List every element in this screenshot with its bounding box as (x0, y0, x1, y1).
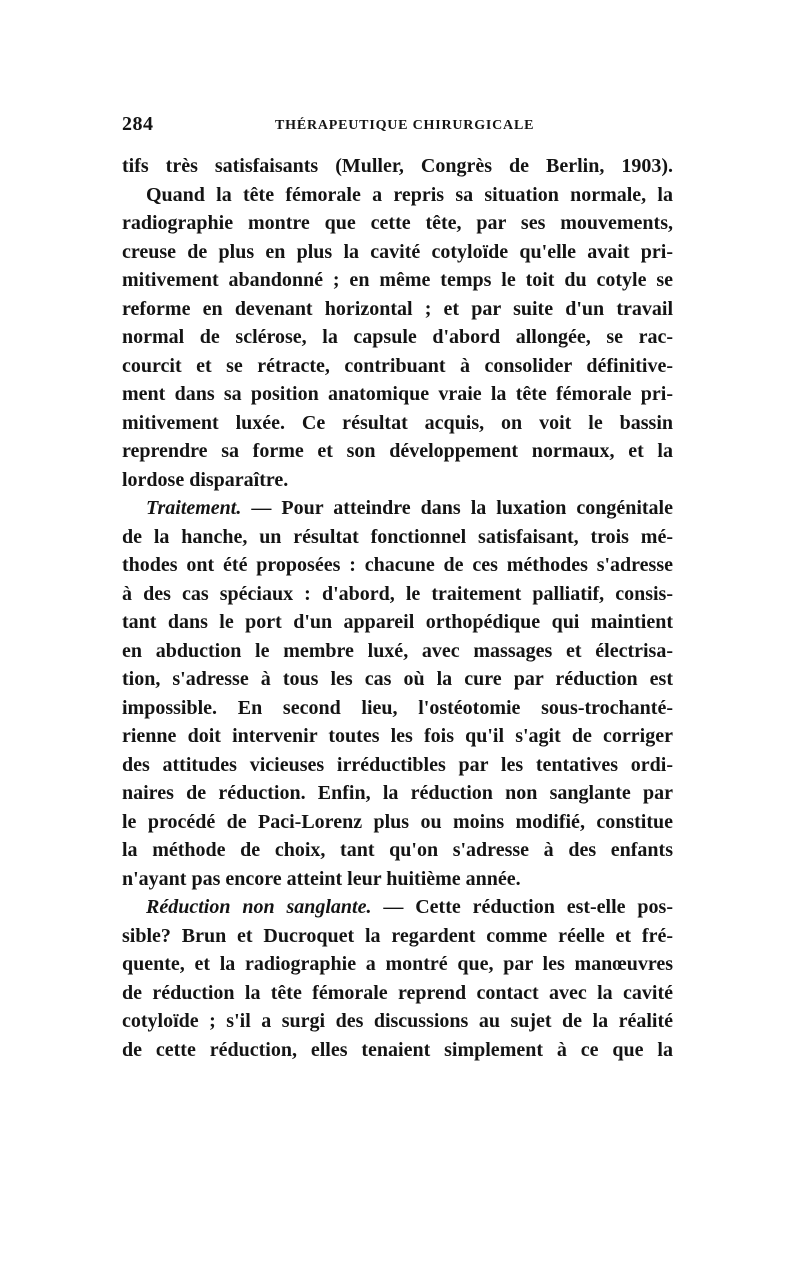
page-number: 284 (122, 113, 154, 135)
text-line: ment dans sa position anatomique vraie la tête fémorale pri- (122, 383, 673, 405)
text-line: quente, et la radiographie a montré que, par les manœuvres (122, 953, 673, 975)
text-line: reforme en devenant horizontal ; et par suite d'un travail (122, 297, 673, 320)
text-line: de cette réduction, elles tenaient simplement à ce que la (122, 1038, 673, 1061)
section-heading-reduction: Réduction non sanglante. (146, 896, 372, 918)
text-line: normal de sclérose, la capsule d'abord allongée, se rac- (122, 326, 673, 348)
text-line: creuse de plus en plus la cavité cotyloïde qu'elle avait pri- (122, 240, 673, 263)
text-line: mitivement abandonné ; en même temps le toit du cotyle se (122, 269, 673, 291)
text-line: tion, s'adresse à tous les cas où la cure par réduction est (122, 668, 673, 690)
text-line: naires de réduction. Enfin, la réduction non sanglante par (122, 782, 673, 804)
text-line-with-heading (122, 494, 673, 523)
text-line: la méthode de choix, tant qu'on s'adresse à des enfants (122, 839, 673, 861)
text-line-with-heading (122, 893, 673, 922)
text-line: thodes ont été proposées : chacune de ces méthodes s'adresse (122, 554, 673, 576)
text-line-rest: — Pour atteindre dans la luxation congénitale (251, 497, 673, 519)
body-text (122, 152, 673, 1064)
text-line: tant dans le port d'un appareil orthopédique qui maintient (122, 611, 673, 633)
section-heading-traitement: Traitement. (146, 497, 242, 519)
text-line: à des cas spéciaux : d'abord, le traitement palliatif, consis- (122, 582, 673, 605)
text-line: des attitudes vicieuses irréductibles par les tentatives ordi- (122, 753, 673, 776)
text-line: radiographie montre que cette tête, par ses mouvements, (122, 212, 673, 234)
running-head: THÉRAPEUTIQUE CHIRURGICALE (275, 118, 535, 133)
text-line: sible? Brun et Ducroquet la regardent comme réelle et fré- (122, 924, 673, 947)
text-line: impossible. En second lieu, l'ostéotomie sous-trochanté- (122, 696, 673, 719)
text-line: mitivement luxée. Ce résultat acquis, on voit le bassin (122, 411, 673, 434)
text-line: reprendre sa forme et son développement normaux, et la (122, 440, 673, 462)
text-line: lordose disparaître. (122, 468, 289, 491)
text-line: Quand la tête fémorale a repris sa situation normale, la (146, 183, 673, 206)
text-line: cotyloïde ; s'il a surgi des discussions au sujet de la réalité (122, 1010, 673, 1032)
text-line: de réduction la tête fémorale reprend contact avec la cavité (122, 981, 673, 1004)
text-line: en abduction le membre luxé, avec massages et électrisa- (122, 639, 673, 662)
text-line-rest: — Cette réduction est-elle pos- (383, 896, 673, 918)
text-line: rienne doit intervenir toutes les fois qu'il s'agit de corriger (122, 725, 673, 747)
text-line: courcit et se rétracte, contribuant à consolider définitive- (122, 354, 673, 377)
text-line: tifs très satisfaisants (Muller, Congrès de Berlin, 1903). (122, 155, 673, 177)
text-line: n'ayant pas encore atteint leur huitième année. (122, 867, 521, 890)
text-line: de la hanche, un résultat fonctionnel satisfaisant, trois mé- (122, 525, 673, 548)
text-line: le procédé de Paci-Lorenz plus ou moins modifié, constitue (122, 810, 673, 833)
page-header (122, 113, 672, 137)
